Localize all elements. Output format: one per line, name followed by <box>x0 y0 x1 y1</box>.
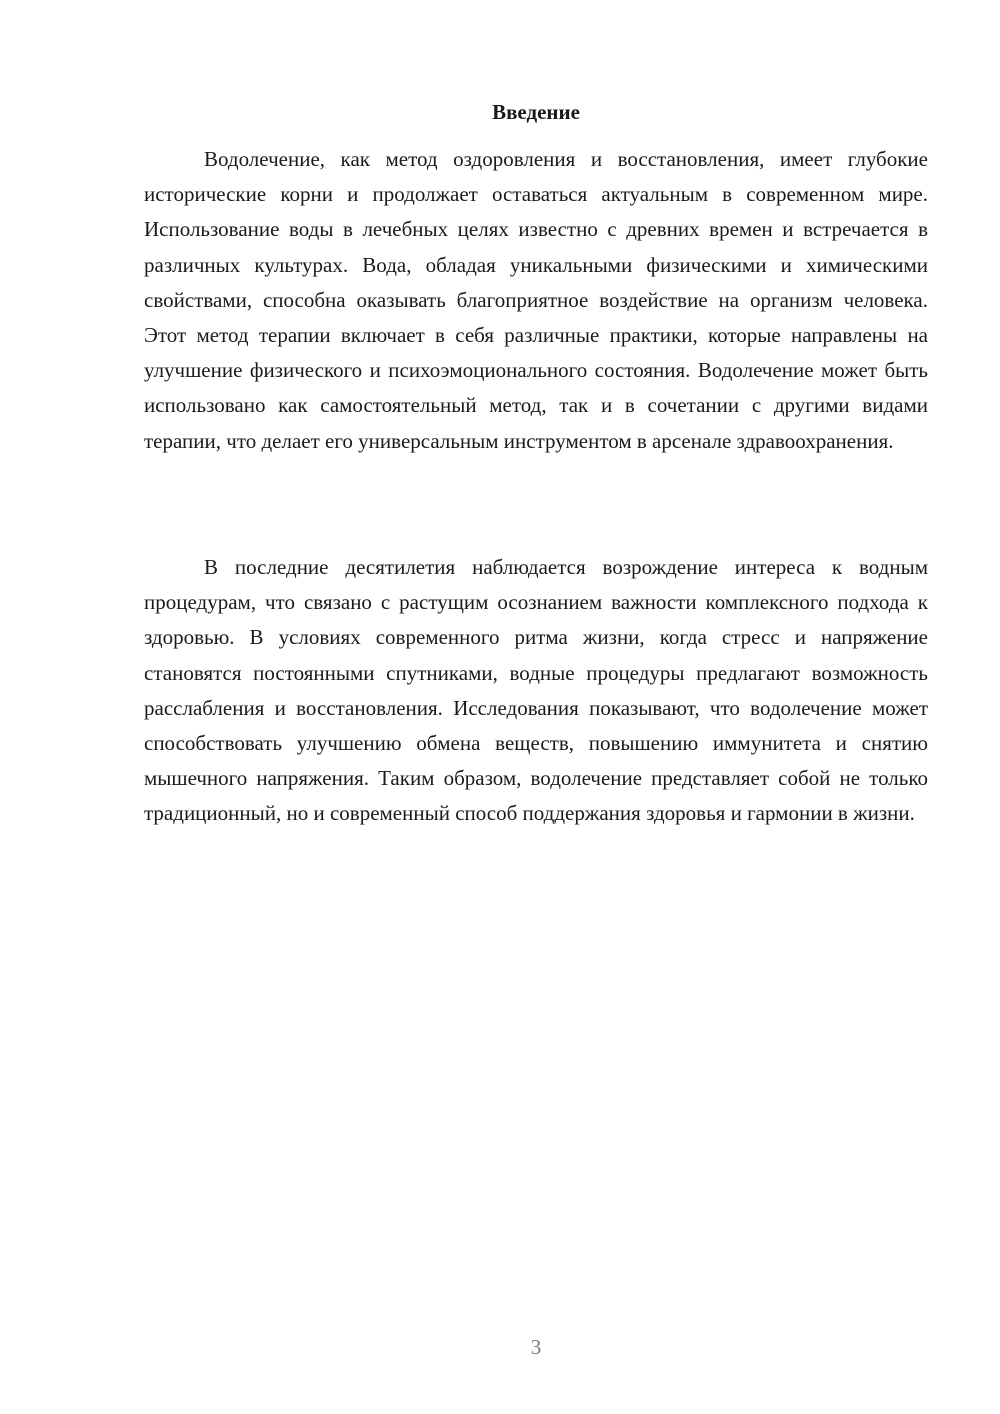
paragraph-1: Водолечение, как метод оздоровления и восстановления, имеет глубокие исторические корни и продолжает оставаться актуальным в современном мире. Использование воды в лечебных целях известно с древних времен и встречается в различных культурах. Вода, обладая уникальными физическими и химическими свойствами, способна оказывать благоприятное воздействие на организм человека. Этот метод терапии включает в себя различные практики, которые направлены на улучшение физического и психоэмоционального состояния. Водолечение может быть использовано как самостоятельный метод, так и в сочетании с другими видами терапии, что делает его универсальным инструментом в арсенале здравоохранения. <box>144 147 928 453</box>
page-number: 3 <box>530 1335 542 1359</box>
paragraph-2: В последние десятилетия наблюдается возрождение интереса к водным процедурам, что связано с растущим осознанием важности комплексного подхода к здоровью. В условиях современного ритма жизни, когда стресс и напряжение становятся постоянными спутниками, водные процедуры предлагают возможность расслабления и восстановления. Исследования показывают, что водолечение может способствовать улучшению обмена веществ, повышению иммунитета и снятию мышечного напряжения. Таким образом, водолечение представляет собой не только традиционный, но и современный способ поддержания здоровья и гармонии в жизни. <box>144 555 928 826</box>
section-title: Введение <box>492 100 580 124</box>
